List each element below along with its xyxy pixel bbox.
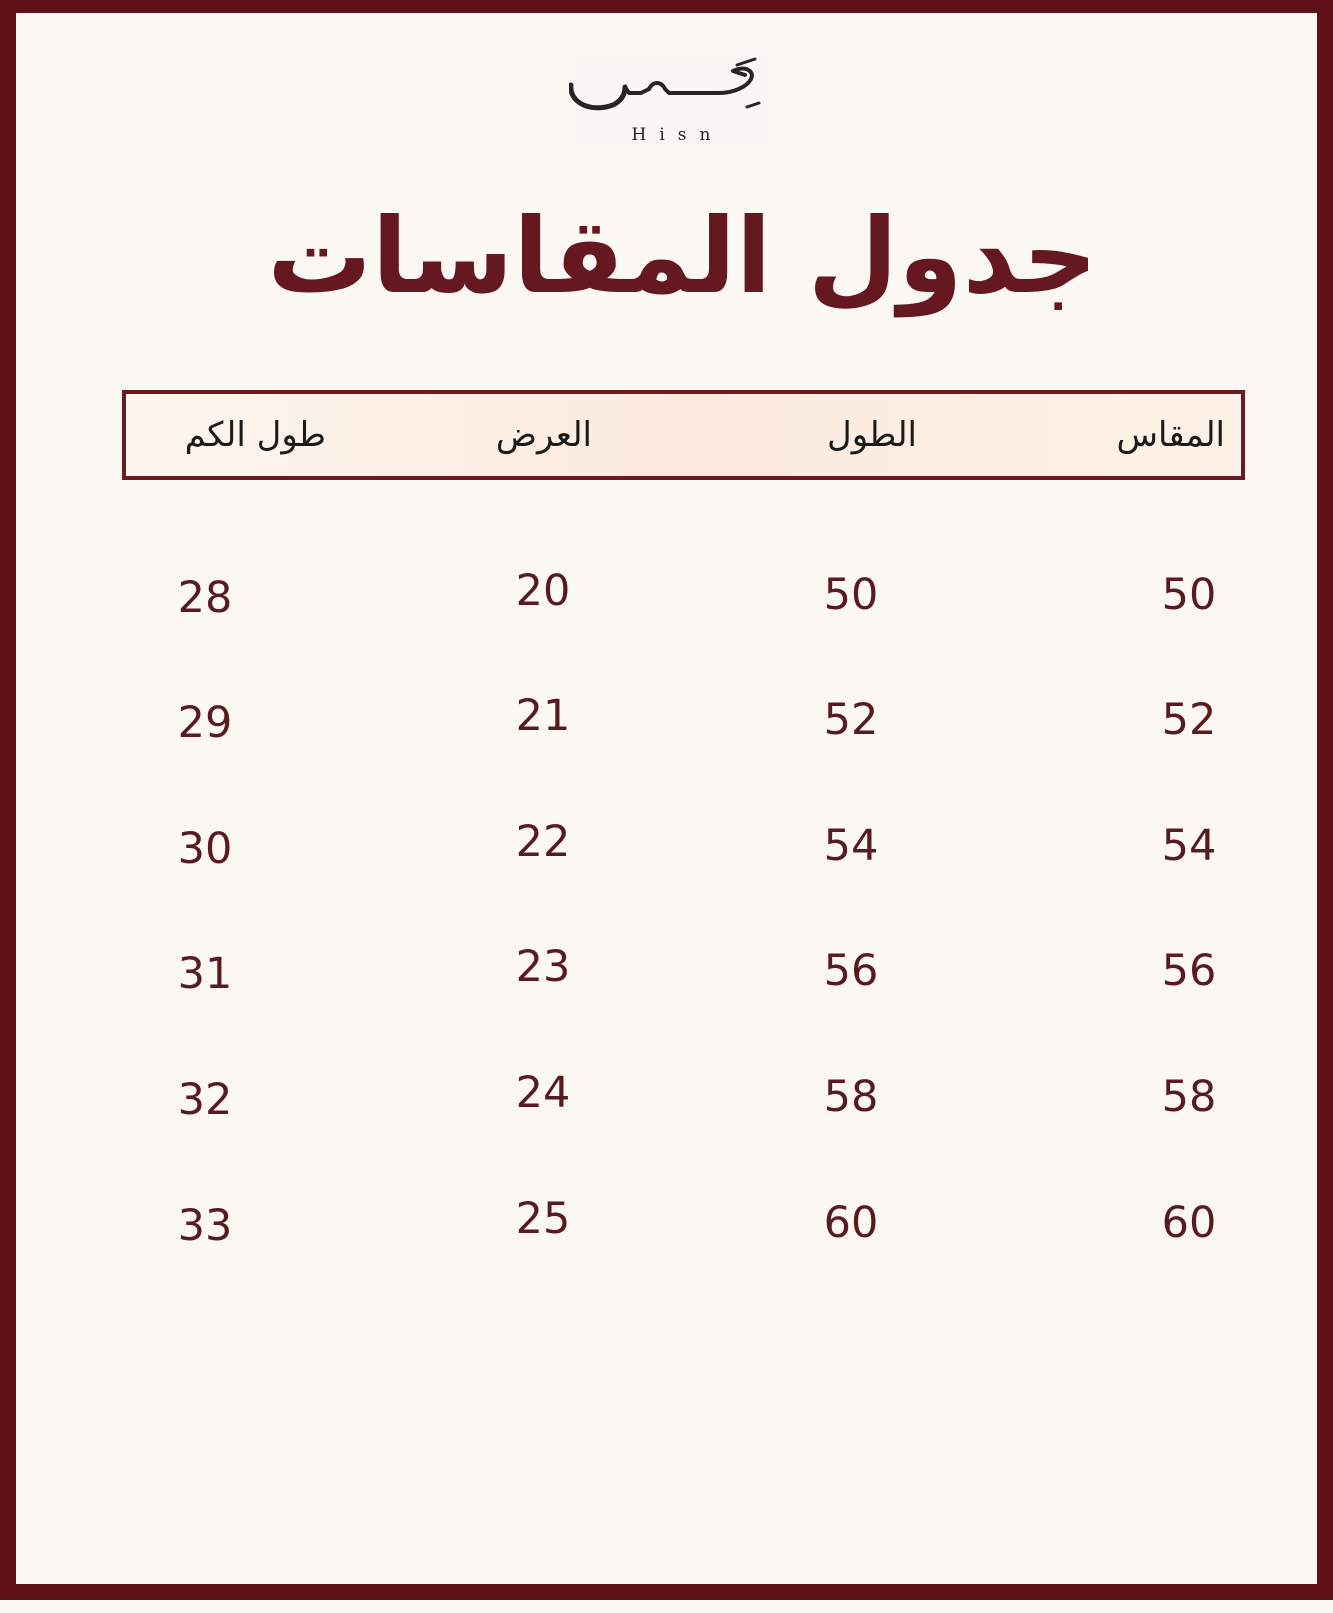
cell-size: 56 [1161, 946, 1217, 996]
cell-size: 50 [1161, 570, 1217, 620]
cell-size: 52 [1161, 695, 1217, 745]
table-row [16, 1193, 1333, 1253]
cell-size: 60 [1161, 1198, 1217, 1248]
cell-size: 58 [1161, 1072, 1217, 1122]
cell-size: 54 [1161, 821, 1217, 871]
cell-length: 50 [823, 570, 879, 620]
logo-latin-text: Hisn [631, 125, 724, 145]
cell-length: 52 [823, 695, 879, 745]
cell-width: 22 [515, 817, 571, 867]
cell-width: 21 [515, 691, 571, 741]
cell-width: 24 [515, 1068, 571, 1118]
cell-width: 23 [515, 942, 571, 992]
header-size: المقاس [1116, 415, 1225, 455]
table-row [16, 816, 1333, 876]
table-row [16, 565, 1333, 625]
cell-sleeve: 31 [177, 949, 233, 999]
cell-width: 20 [515, 566, 571, 616]
table-row [16, 690, 1333, 750]
table-row [16, 941, 1333, 1001]
header-length: الطول [827, 415, 917, 455]
cell-width: 25 [515, 1194, 571, 1244]
size-table-body [16, 13, 1333, 1613]
cell-length: 54 [823, 821, 879, 871]
header-sleeve-length: طول الكم [184, 415, 326, 455]
cell-length: 56 [823, 946, 879, 996]
cell-sleeve: 30 [177, 824, 233, 874]
cell-sleeve: 33 [177, 1201, 233, 1251]
cell-sleeve: 32 [177, 1075, 233, 1125]
cell-sleeve: 28 [177, 573, 233, 623]
cell-length: 60 [823, 1198, 879, 1248]
page-title: جدول المقاسات [267, 195, 1098, 317]
table-row [16, 1067, 1333, 1127]
cell-sleeve: 29 [177, 698, 233, 748]
cell-length: 58 [823, 1072, 879, 1122]
header-width: العرض [495, 415, 592, 455]
